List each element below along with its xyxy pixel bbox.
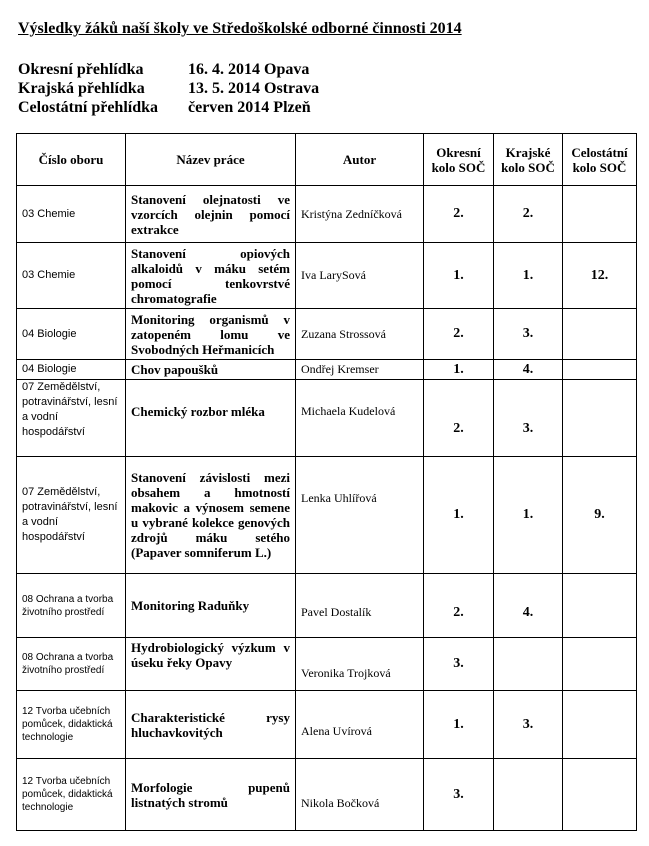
- round-date: červen 2014 Plzeň: [188, 99, 311, 116]
- cell-celostatni: [563, 309, 637, 360]
- cell-obor: 08 Ochrana a tvorba životního prostředí: [17, 574, 126, 638]
- cell-autor: Ondřej Kremser: [296, 360, 424, 380]
- cell-prace: Hydrobiologický výzkum v úseku řeky Opavy: [126, 638, 296, 691]
- cell-autor: Zuzana Strossová: [296, 309, 424, 360]
- cell-krajske: [494, 759, 563, 831]
- table-row: [17, 457, 637, 574]
- cell-prace: Stanovení závislosti mezi obsahem a hmotností makovic a výnosem semene u vybrané kolekce genových zdrojů máku setého (Papaver somniferum L.): [126, 457, 296, 574]
- cell-krajske: 2.: [494, 186, 563, 243]
- round-label: Okresní přehlídka: [18, 61, 144, 78]
- cell-okresni: 1.: [424, 457, 494, 574]
- cell-obor: 07 Zemědělství, potravinářství, lesní a vodní hospodářství: [17, 380, 126, 457]
- header-prace: Název práce: [126, 134, 296, 186]
- cell-celostatni: [563, 186, 637, 243]
- table-row: [17, 186, 637, 243]
- header-celostatni: Celostátní kolo SOČ: [563, 134, 637, 186]
- cell-prace: Stanovení olejnatosti ve vzorcích olejnin pomocí extrakce: [126, 186, 296, 243]
- cell-autor: Iva LarySová: [296, 243, 424, 309]
- cell-okresni: 1.: [424, 691, 494, 759]
- results-table: [16, 133, 637, 831]
- cell-celostatni: 9.: [563, 457, 637, 574]
- table-row: [17, 243, 637, 309]
- cell-obor: 07 Zemědělství, potravinářství, lesní a vodní hospodářství: [17, 457, 126, 574]
- cell-celostatni: [563, 691, 637, 759]
- cell-celostatni: [563, 638, 637, 691]
- cell-autor: Pavel Dostalík: [296, 574, 424, 638]
- table-row: [17, 360, 637, 380]
- cell-autor: Alena Uvírová: [296, 691, 424, 759]
- cell-okresni: 2.: [424, 186, 494, 243]
- cell-krajske: 3.: [494, 691, 563, 759]
- cell-okresni: 1.: [424, 243, 494, 309]
- cell-okresni: 2.: [424, 309, 494, 360]
- cell-krajske: 4.: [494, 360, 563, 380]
- cell-krajske: [494, 638, 563, 691]
- cell-prace: Charakteristické rysy hluchavkovitých: [126, 691, 296, 759]
- header-okresni: Okresní kolo SOČ: [424, 134, 494, 186]
- round-date: 13. 5. 2014 Ostrava: [188, 80, 320, 97]
- cell-celostatni: [563, 360, 637, 380]
- cell-autor: Nikola Bočková: [296, 759, 424, 831]
- cell-krajske: 1.: [494, 243, 563, 309]
- table-row: [17, 574, 637, 638]
- table-row: [17, 759, 637, 831]
- cell-prace: Chemický rozbor mléka: [126, 380, 296, 457]
- cell-krajske: 3.: [494, 380, 563, 457]
- table-header-row: [17, 134, 637, 186]
- cell-obor: 12 Tvorba učebních pomůcek, didaktická technologie: [17, 759, 126, 831]
- cell-autor: Kristýna Zedníčková: [296, 186, 424, 243]
- cell-okresni: 1.: [424, 360, 494, 380]
- round-krajska: [18, 80, 319, 98]
- cell-okresni: 3.: [424, 759, 494, 831]
- table-row: [17, 691, 637, 759]
- header-krajske: Krajské kolo SOČ: [494, 134, 563, 186]
- cell-celostatni: [563, 759, 637, 831]
- cell-celostatni: [563, 380, 637, 457]
- cell-krajske: 1.: [494, 457, 563, 574]
- cell-okresni: 2.: [424, 380, 494, 457]
- round-label: Celostátní přehlídka: [18, 99, 159, 116]
- cell-okresni: 2.: [424, 574, 494, 638]
- cell-obor: 12 Tvorba učebních pomůcek, didaktická technologie: [17, 691, 126, 759]
- cell-prace: Chov papoušků: [126, 360, 296, 380]
- cell-krajske: 3.: [494, 309, 563, 360]
- round-celostatni: [18, 99, 311, 117]
- cell-krajske: 4.: [494, 574, 563, 638]
- round-date: 16. 4. 2014 Opava: [188, 61, 310, 78]
- header-obor: Číslo oboru: [17, 134, 126, 186]
- cell-prace: Monitoring organismů v zatopeném lomu ve Svobodných Heřmanicích: [126, 309, 296, 360]
- cell-obor: 03 Chemie: [17, 243, 126, 309]
- cell-prace: Stanovení opiových alkaloidů v máku setém pomocí tenkovrstvé chromatografie: [126, 243, 296, 309]
- cell-obor: 08 Ochrana a tvorba životního prostředí: [17, 638, 126, 691]
- cell-prace: Morfologie pupenů listnatých stromů: [126, 759, 296, 831]
- cell-okresni: 3.: [424, 638, 494, 691]
- cell-obor: 03 Chemie: [17, 186, 126, 243]
- round-label: Krajská přehlídka: [18, 80, 145, 97]
- cell-celostatni: 12.: [563, 243, 637, 309]
- cell-autor: Veronika Trojková: [296, 638, 424, 691]
- header-autor: Autor: [296, 134, 424, 186]
- cell-celostatni: [563, 574, 637, 638]
- cell-autor: Lenka Uhlířová: [296, 457, 424, 574]
- cell-obor: 04 Biologie: [17, 309, 126, 360]
- page-title: Výsledky žáků naší školy ve Středoškolské odborné činnosti 2014: [18, 20, 462, 37]
- table-row: [17, 638, 637, 691]
- cell-obor: 04 Biologie: [17, 360, 126, 380]
- table-row: [17, 309, 637, 360]
- cell-prace: Monitoring Raduňky: [126, 574, 296, 638]
- round-okresni: [18, 61, 309, 79]
- cell-autor: Michaela Kudelová: [296, 380, 424, 457]
- table-row: [17, 380, 637, 457]
